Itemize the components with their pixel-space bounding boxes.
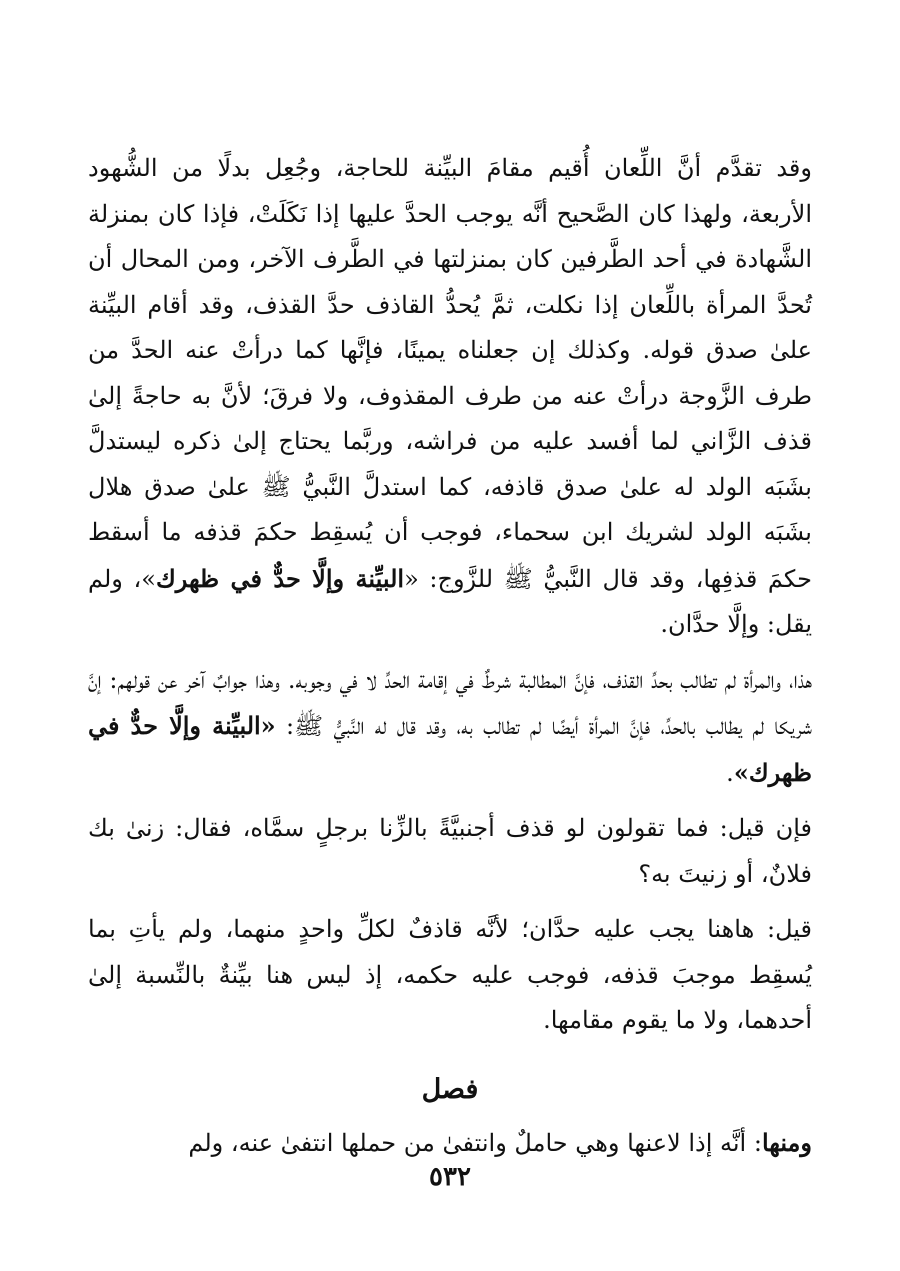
paragraph-1-text: وقد تقدَّم أنَّ اللِّعان أُقيم مقامَ البيِّنة للحاجة، وجُعِل بدلًا من الشُّهود الأربعة، ولهذا كان الصَّحيح أنَّه يوجب الحدَّ عليها إذا نَكَلَتْ، فإذا كان بمنزلة الشَّهادة في أحد الطَّرفين كان بمنزلتها في الطَّرف الآخر، ومن المحال أن تُحدَّ المرأة باللِّعان إذا نكلت، ثمَّ يُحدُّ القاذف حدَّ القذف، وقد أقام البيِّنة علىٰ صدق قوله. وكذلك إن جعلناه يمينًا، فإنَّها كما درأتْ عنه الحدَّ من طرف الزَّوجة درأتْ عنه من طرف المقذوف، ولا فرقَ؛ لأنَّ به حاجةً إلىٰ قذف الزَّاني لما أفسد عليه من فراشه، وربَّما يحتاج إلىٰ ذكره ليستدلَّ بشَبَه الولد له علىٰ صدق قاذفه، كما استدلَّ النَّبيُّ ﷺ علىٰ صدق هلال بشَبَه الولد لشريك ابن سحماء، فوجب أن يُسقِط حكمَ قذفه ما أسقط حكمَ قذفِها، وقد قال النَّبيُّ ﷺ للزَّوج: « [88,154,812,593]
paragraph-1 [88,146,812,648]
paragraph-3: فإن قيل: فما تقولون لو قذف أجنبيَّةً بالزِّنا برجلٍ سمَّاه، فقال: زنىٰ بك فلانٌ، أو زنيتَ به؟ [88,814,812,888]
paragraph-2-text: هذا، والمرأة لم تطالب بحدِّ القذف، فإنَّ المطالبة شرطٌ في إقامة الحدِّ لا في وجوبه. وهذا جوابٌ آخر عن قولهم: إنَّ شريكا لم يطالب بالحدِّ، فإنَّ المرأة أيضًا لم تطالب به، وقد قال له النَّبيُّ ﷺ: [88,665,813,740]
page-number: ٥٣٢ [429,1162,471,1192]
hadith-quote: البيِّنة وإلَّا حدٌّ في ظهرك [155,563,405,593]
hadith-quote-2: «البيِّنة وإلَّا حدٌّ في ظهرك» [88,711,812,787]
paragraph-2 [88,658,812,797]
paragraph-5 [88,1120,812,1167]
paragraph-5-text: : أنَّه إذا لاعنها وهي حاملٌ وانتفىٰ من حملها انتفىٰ عنه، ولم [188,1128,762,1157]
section-heading: فصل [421,1073,479,1105]
paragraph-4: قيل: هاهنا يجب عليه حدَّان؛ لأنَّه قاذفٌ لكلِّ واحدٍ منهما، ولم يأتِ بما يُسقِط موجبَ قذفه، فوجب عليه حكمه، إذ ليس هنا بيِّنةٌ بالنِّسبة إلىٰ أحدهما، ولا ما يقوم مقامها. [88,915,812,1034]
paragraph-5-lead: ومنها [761,1127,812,1157]
paragraph-1-end: »، ولم يقل: وإلَّا حدَّان. [88,564,812,638]
paragraph-2-end: . [726,758,734,787]
